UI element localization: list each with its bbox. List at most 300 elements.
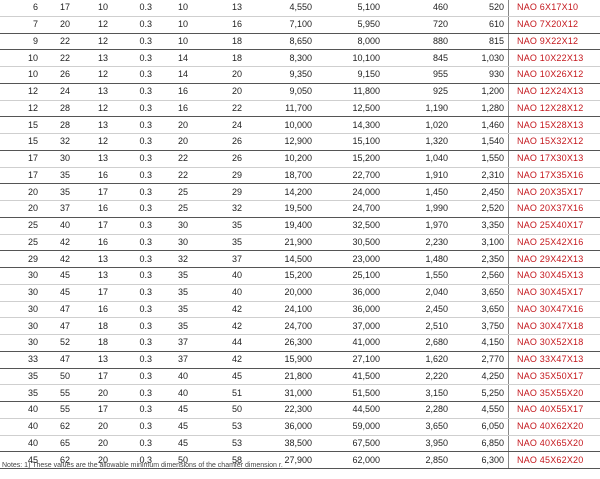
table-cell: 24 (194, 117, 252, 134)
bearing-designation: NAO 35X50X17 (509, 368, 600, 385)
table-cell: 30,500 (318, 234, 386, 251)
table-cell: 0.3 (112, 16, 156, 33)
table-cell: 55 (44, 385, 74, 402)
table-cell: 11,800 (318, 83, 386, 100)
table-cell: 925 (386, 83, 454, 100)
table-cell: 16 (74, 301, 112, 318)
table-cell: 2,220 (386, 368, 454, 385)
table-cell: 45 (0, 452, 44, 469)
table-cell: 58 (194, 452, 252, 469)
table-cell: 51 (194, 385, 252, 402)
table-cell: 0.3 (112, 452, 156, 469)
table-cell: 17 (74, 402, 112, 419)
table-cell: 22,700 (318, 167, 386, 184)
table-cell: 0.3 (112, 351, 156, 368)
table-cell: 8,650 (252, 33, 318, 50)
table-cell: 930 (454, 67, 509, 84)
table-cell: 12 (74, 67, 112, 84)
bearing-designation: NAO 30X45X13 (509, 268, 600, 285)
table-cell: 17 (74, 284, 112, 301)
table-cell: 15,900 (252, 351, 318, 368)
table-row (0, 418, 600, 435)
table-cell: 10 (156, 0, 194, 16)
table-row (0, 234, 600, 251)
table-cell: 30 (0, 268, 44, 285)
table-cell: 3,950 (386, 435, 454, 452)
table-cell: 30 (156, 217, 194, 234)
table-cell: 12 (74, 33, 112, 50)
table-cell: 16 (156, 100, 194, 117)
table-cell: 17 (74, 184, 112, 201)
table-cell: 65 (44, 435, 74, 452)
table-cell: 17 (74, 217, 112, 234)
table-cell: 7,100 (252, 16, 318, 33)
table-cell: 0.3 (112, 284, 156, 301)
table-cell: 460 (386, 0, 454, 16)
table-cell: 24,100 (252, 301, 318, 318)
table-cell: 2,680 (386, 335, 454, 352)
table-cell: 12 (0, 100, 44, 117)
table-cell: 35 (194, 234, 252, 251)
table-cell: 0.3 (112, 234, 156, 251)
bearing-designation: NAO 25X40X17 (509, 217, 600, 234)
table-cell: 29 (194, 167, 252, 184)
table-cell: 13 (74, 150, 112, 167)
table-cell: 2,310 (454, 167, 509, 184)
table-cell: 22 (156, 150, 194, 167)
table-cell: 38,500 (252, 435, 318, 452)
table-row (0, 33, 600, 50)
table-cell: 6,050 (454, 418, 509, 435)
bearing-designation: NAO 15X32X12 (509, 134, 600, 151)
table-cell: 36,000 (318, 301, 386, 318)
table-cell: 845 (386, 50, 454, 67)
table-cell: 22 (194, 100, 252, 117)
table-cell: 1,540 (454, 134, 509, 151)
table-cell: 9,050 (252, 83, 318, 100)
table-cell: 0.3 (112, 301, 156, 318)
table-cell: 23,000 (318, 251, 386, 268)
table-cell: 10 (156, 33, 194, 50)
table-cell: 62,000 (318, 452, 386, 469)
table-cell: 45 (156, 402, 194, 419)
table-row (0, 301, 600, 318)
table-cell: 0.3 (112, 167, 156, 184)
table-cell: 17 (74, 368, 112, 385)
table-cell: 0.3 (112, 268, 156, 285)
table-cell: 2,280 (386, 402, 454, 419)
table-cell: 1,280 (454, 100, 509, 117)
table-cell: 0.3 (112, 318, 156, 335)
bearing-designation: NAO 30X47X18 (509, 318, 600, 335)
table-cell: 3,650 (386, 418, 454, 435)
table-cell: 47 (44, 351, 74, 368)
table-cell: 47 (44, 301, 74, 318)
table-cell: 14 (156, 67, 194, 84)
table-cell: 67,500 (318, 435, 386, 452)
table-cell: 12,500 (318, 100, 386, 117)
table-cell: 44,500 (318, 402, 386, 419)
table-cell: 52 (44, 335, 74, 352)
table-cell: 24 (44, 83, 74, 100)
bearing-designation: NAO 10X26X12 (509, 67, 600, 84)
table-cell: 13 (74, 268, 112, 285)
table-row (0, 167, 600, 184)
table-cell: 6,850 (454, 435, 509, 452)
table-cell: 37 (156, 351, 194, 368)
table-cell: 35 (156, 284, 194, 301)
table-cell: 0.3 (112, 435, 156, 452)
table-cell: 20 (74, 385, 112, 402)
table-cell: 25 (0, 217, 44, 234)
table-cell: 1,320 (386, 134, 454, 151)
table-cell: 20 (194, 67, 252, 84)
table-cell: 0.3 (112, 335, 156, 352)
table-cell: 24,700 (318, 201, 386, 218)
table-cell: 2,040 (386, 284, 454, 301)
table-cell: 28 (44, 117, 74, 134)
table-row (0, 251, 600, 268)
table-cell: 45 (44, 268, 74, 285)
table-cell: 35 (44, 184, 74, 201)
table-cell: 32 (44, 134, 74, 151)
table-cell: 16 (74, 167, 112, 184)
table-cell: 24,700 (252, 318, 318, 335)
table-cell: 35 (194, 217, 252, 234)
table-cell: 0.3 (112, 251, 156, 268)
table-cell: 2,850 (386, 452, 454, 469)
bearing-designation: NAO 12X28X12 (509, 100, 600, 117)
table-cell: 33 (0, 351, 44, 368)
table-cell: 28 (44, 100, 74, 117)
table-cell: 520 (454, 0, 509, 16)
table-row (0, 184, 600, 201)
table-row (0, 385, 600, 402)
table-cell: 12 (74, 134, 112, 151)
table-cell: 40 (156, 385, 194, 402)
table-cell: 0.3 (112, 385, 156, 402)
table-cell: 8,300 (252, 50, 318, 67)
table-cell: 35 (156, 301, 194, 318)
table-cell: 22,300 (252, 402, 318, 419)
table-cell: 10,200 (252, 150, 318, 167)
bearing-designation: NAO 40X55X17 (509, 402, 600, 419)
bearing-designation: NAO 15X28X13 (509, 117, 600, 134)
table-cell: 18 (194, 50, 252, 67)
table-cell: 20 (0, 184, 44, 201)
table-cell: 30 (44, 150, 74, 167)
table-cell: 44 (194, 335, 252, 352)
table-cell: 9,350 (252, 67, 318, 84)
table-cell: 1,040 (386, 150, 454, 167)
table-cell: 14,500 (252, 251, 318, 268)
table-cell: 9,150 (318, 67, 386, 84)
table-cell: 880 (386, 33, 454, 50)
table-cell: 0.3 (112, 83, 156, 100)
table-cell: 1,200 (454, 83, 509, 100)
table-cell: 2,770 (454, 351, 509, 368)
bearing-designation: NAO 10X22X13 (509, 50, 600, 67)
table-cell: 45 (156, 435, 194, 452)
bearing-designation: NAO 40X62X20 (509, 418, 600, 435)
table-cell: 42 (194, 318, 252, 335)
table-cell: 15 (0, 117, 44, 134)
table-cell: 12,900 (252, 134, 318, 151)
table-cell: 0.3 (112, 201, 156, 218)
table-cell: 0.3 (112, 402, 156, 419)
table-cell: 36,000 (252, 418, 318, 435)
table-cell: 27,900 (252, 452, 318, 469)
table-cell: 2,520 (454, 201, 509, 218)
table-row (0, 318, 600, 335)
table-cell: 0.3 (112, 50, 156, 67)
table-cell: 15,200 (252, 268, 318, 285)
table-cell: 3,650 (454, 284, 509, 301)
table-cell: 13 (194, 0, 252, 16)
table-cell: 16 (74, 201, 112, 218)
table-row (0, 368, 600, 385)
table-cell: 2,450 (454, 184, 509, 201)
table-cell: 20 (74, 452, 112, 469)
table-cell: 18 (74, 335, 112, 352)
table-cell: 19,500 (252, 201, 318, 218)
table-row (0, 67, 600, 84)
table-cell: 10 (0, 67, 44, 84)
table-row (0, 16, 600, 33)
table-cell: 20 (156, 117, 194, 134)
table-cell: 10,000 (252, 117, 318, 134)
table-cell: 26 (194, 134, 252, 151)
table-cell: 40 (44, 217, 74, 234)
table-cell: 0.3 (112, 368, 156, 385)
table-cell: 4,550 (454, 402, 509, 419)
table-cell: 25,100 (318, 268, 386, 285)
table-cell: 14 (156, 50, 194, 67)
table-cell: 2,230 (386, 234, 454, 251)
table-cell: 26 (44, 67, 74, 84)
table-cell: 22 (44, 33, 74, 50)
bearing-designation: NAO 25X42X16 (509, 234, 600, 251)
table-cell: 45 (194, 368, 252, 385)
table-cell: 0.3 (112, 0, 156, 16)
table-cell: 14,200 (252, 184, 318, 201)
table-row (0, 0, 600, 16)
table-row (0, 50, 600, 67)
table-cell: 0.3 (112, 117, 156, 134)
table-cell: 30 (0, 318, 44, 335)
table-cell: 62 (44, 452, 74, 469)
bearing-designation: NAO 20X37X16 (509, 201, 600, 218)
table-cell: 0.3 (112, 217, 156, 234)
bearing-designation: NAO 17X35X16 (509, 167, 600, 184)
table-cell: 1,550 (386, 268, 454, 285)
table-cell: 9 (0, 33, 44, 50)
table-cell: 1,190 (386, 100, 454, 117)
table-cell: 815 (454, 33, 509, 50)
table-cell: 0.3 (112, 184, 156, 201)
bearing-designation: NAO 29X42X13 (509, 251, 600, 268)
table-cell: 13 (74, 83, 112, 100)
table-cell: 20 (156, 134, 194, 151)
table-cell: 10,100 (318, 50, 386, 67)
table-cell: 12 (74, 16, 112, 33)
table-cell: 5,250 (454, 385, 509, 402)
table-cell: 720 (386, 16, 454, 33)
table-cell: 13 (74, 50, 112, 67)
table-cell: 4,250 (454, 368, 509, 385)
table-cell: 16 (74, 234, 112, 251)
table-cell: 3,750 (454, 318, 509, 335)
table-cell: 29 (194, 184, 252, 201)
table-cell: 37 (156, 335, 194, 352)
table-cell: 62 (44, 418, 74, 435)
table-cell: 610 (454, 16, 509, 33)
table-cell: 32 (194, 201, 252, 218)
table-cell: 2,450 (386, 301, 454, 318)
table-cell: 42 (44, 234, 74, 251)
table-row (0, 134, 600, 151)
table-cell: 25 (156, 184, 194, 201)
table-cell: 40 (0, 435, 44, 452)
table-cell: 16 (194, 16, 252, 33)
table-cell: 10 (156, 16, 194, 33)
table-cell: 4,150 (454, 335, 509, 352)
table-row (0, 217, 600, 234)
table-cell: 29 (0, 251, 44, 268)
table-cell: 41,500 (318, 368, 386, 385)
table-cell: 40 (0, 402, 44, 419)
table-cell: 40 (156, 368, 194, 385)
table-cell: 5,100 (318, 0, 386, 16)
bearing-designation: NAO 20X35X17 (509, 184, 600, 201)
table-cell: 47 (44, 318, 74, 335)
bearing-designation: NAO 7X20X12 (509, 16, 600, 33)
table-cell: 13 (74, 251, 112, 268)
table-row (0, 268, 600, 285)
bearing-designation: NAO 33X47X13 (509, 351, 600, 368)
table-cell: 20,000 (252, 284, 318, 301)
table-cell: 17 (0, 150, 44, 167)
table-cell: 36,000 (318, 284, 386, 301)
table-cell: 55 (44, 402, 74, 419)
table-cell: 35 (0, 368, 44, 385)
table-cell: 42 (44, 251, 74, 268)
table-row (0, 117, 600, 134)
table-cell: 22 (44, 50, 74, 67)
bearing-designation: NAO 30X45X17 (509, 284, 600, 301)
table-cell: 0.3 (112, 67, 156, 84)
bearing-designation: NAO 9X22X12 (509, 33, 600, 50)
bearing-designation: NAO 17X30X13 (509, 150, 600, 167)
table-cell: 20 (194, 83, 252, 100)
table-cell: 40 (194, 268, 252, 285)
bearing-designation: NAO 35X55X20 (509, 385, 600, 402)
table-cell: 3,150 (386, 385, 454, 402)
table-cell: 50 (156, 452, 194, 469)
bearing-designation: NAO 30X52X18 (509, 335, 600, 352)
table-cell: 59,000 (318, 418, 386, 435)
table-cell: 13 (74, 351, 112, 368)
table-cell: 37 (44, 201, 74, 218)
table-cell: 3,650 (454, 301, 509, 318)
table-cell: 1,970 (386, 217, 454, 234)
table-cell: 25 (0, 234, 44, 251)
table-row (0, 284, 600, 301)
table-cell: 45 (44, 284, 74, 301)
table-row (0, 100, 600, 117)
table-cell: 18 (74, 318, 112, 335)
table-cell: 35 (0, 385, 44, 402)
table-cell: 14,300 (318, 117, 386, 134)
table-cell: 20 (0, 201, 44, 218)
table-cell: 21,900 (252, 234, 318, 251)
table-row (0, 351, 600, 368)
table-cell: 19,400 (252, 217, 318, 234)
table-cell: 45 (156, 418, 194, 435)
table-cell: 1,020 (386, 117, 454, 134)
bearing-designation: NAO 40X65X20 (509, 435, 600, 452)
bearing-designation: NAO 12X24X13 (509, 83, 600, 100)
table-row (0, 435, 600, 452)
table-cell: 41,000 (318, 335, 386, 352)
table-cell: 40 (194, 284, 252, 301)
table-cell: 2,560 (454, 268, 509, 285)
table-cell: 53 (194, 435, 252, 452)
table-cell: 18 (194, 33, 252, 50)
table-cell: 35 (156, 318, 194, 335)
table-cell: 22 (156, 167, 194, 184)
table-row (0, 83, 600, 100)
table-cell: 53 (194, 418, 252, 435)
table-row (0, 201, 600, 218)
table-cell: 3,350 (454, 217, 509, 234)
table-cell: 10 (0, 50, 44, 67)
table-cell: 37,000 (318, 318, 386, 335)
table-cell: 16 (156, 83, 194, 100)
table-cell: 26 (194, 150, 252, 167)
table-cell: 2,350 (454, 251, 509, 268)
table-cell: 1,990 (386, 201, 454, 218)
table-cell: 51,500 (318, 385, 386, 402)
table-cell: 5,950 (318, 16, 386, 33)
table-row (0, 335, 600, 352)
table-cell: 0.3 (112, 100, 156, 117)
table-cell: 24,000 (318, 184, 386, 201)
table-cell: 30 (0, 301, 44, 318)
table-cell: 0.3 (112, 418, 156, 435)
table-cell: 30 (0, 284, 44, 301)
table-cell: 35 (44, 167, 74, 184)
table-cell: 31,000 (252, 385, 318, 402)
table-cell: 42 (194, 301, 252, 318)
table-cell: 17 (44, 0, 74, 16)
table-cell: 18,700 (252, 167, 318, 184)
table-cell: 0.3 (112, 33, 156, 50)
table-cell: 32 (156, 251, 194, 268)
table-cell: 1,620 (386, 351, 454, 368)
table-cell: 21,800 (252, 368, 318, 385)
table-cell: 12 (0, 83, 44, 100)
table-cell: 1,450 (386, 184, 454, 201)
table-cell: 15 (0, 134, 44, 151)
table-cell: 50 (194, 402, 252, 419)
table-cell: 7 (0, 16, 44, 33)
table-cell: 32,500 (318, 217, 386, 234)
bearing-designation: NAO 6X17X10 (509, 0, 600, 16)
table-cell: 30 (156, 234, 194, 251)
table-cell: 37 (194, 251, 252, 268)
table-cell: 1,480 (386, 251, 454, 268)
